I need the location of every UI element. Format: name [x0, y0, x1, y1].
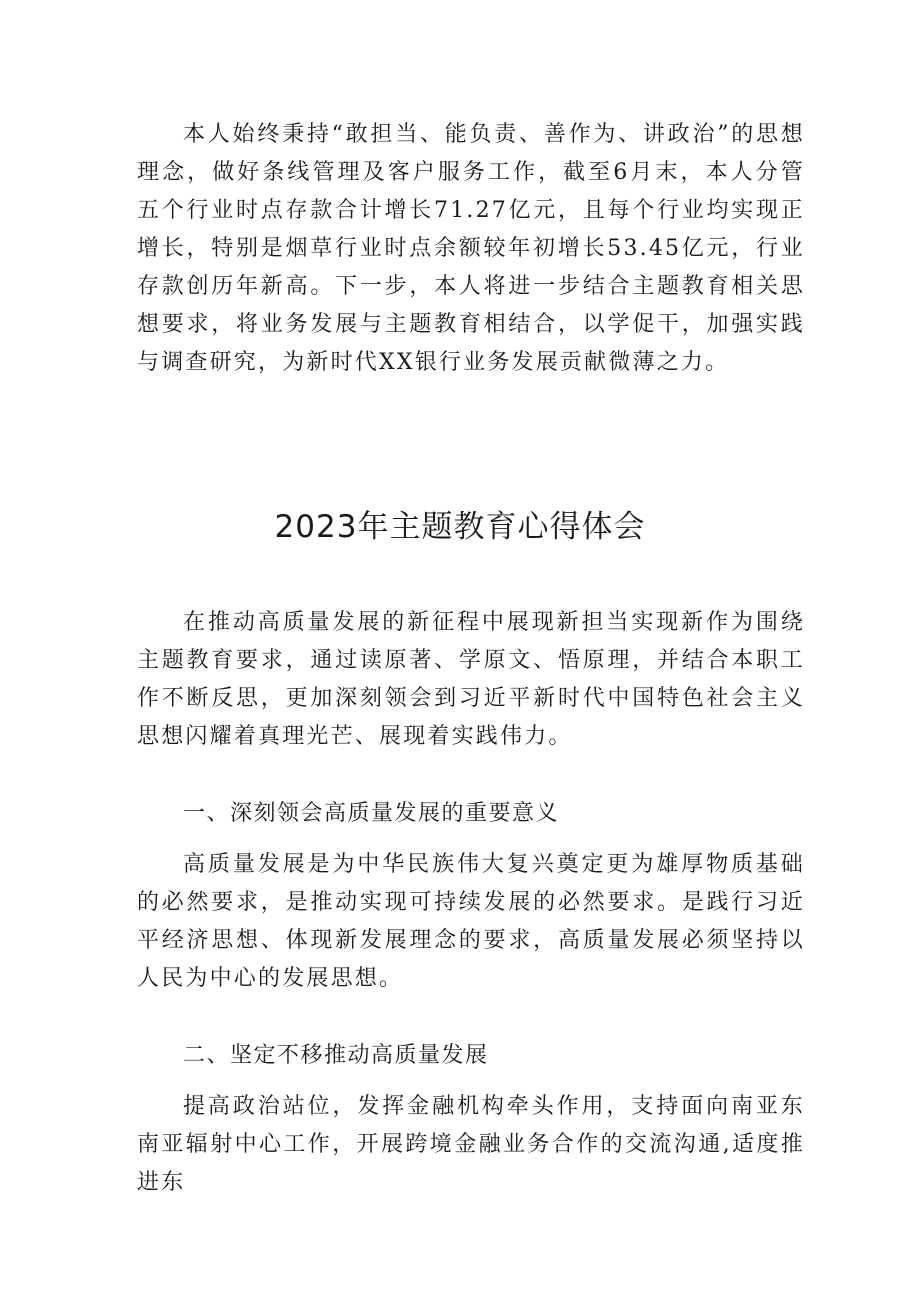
paragraph-text: 在推动高质量发展的新征程中展现新担当实现新作为围绕主题教育要求，通过读原著、学原文、悟原理，并结合本职工作不断反思，更加深刻领会到习近平新时代中国特色社会主义思想闪耀着真理光芒、展现着实践伟力。: [137, 610, 805, 749]
section-1-paragraph: [137, 846, 805, 998]
opening-paragraph: [137, 604, 805, 756]
intro-paragraph: [137, 116, 805, 382]
paragraph-text: 本人始终秉持“敢担当、能负责、善作为、讲政治”的思想理念，做好条线管理及客户服务工作，截至6月末，本人分管五个行业时点存款合计增长71.27亿元，且每个行业均实现正增长，特别是烟草行业时点余额较年初增长53.45亿元，行业存款创历年新高。下一步，本人将进一步结合主题教育相关思想要求，将业务发展与主题教育相结合，以学促干，加强实践与调查研究，为新时代XX银行业务发展贡献微薄之力。: [137, 122, 805, 375]
document-title: 2023年主题教育心得体会: [274, 509, 646, 545]
paragraph-text: 提高政治站位，发挥金融机构牵头作用，支持面向南亚东南亚辐射中心工作，开展跨境金融业务合作的交流沟通,适度推进东: [137, 1094, 805, 1195]
section-heading-2: 二、坚定不移推动高质量发展: [183, 1043, 489, 1068]
section-heading-1: 一、深刻领会高质量发展的重要意义: [183, 801, 560, 826]
section-2-paragraph: [137, 1088, 805, 1202]
paragraph-text: 高质量发展是为中华民族伟大复兴奠定更为雄厚物质基础的必然要求，是推动实现可持续发展的必然要求。是践行习近平经济思想、体现新发展理念的要求，高质量发展必须坚持以人民为中心的发展思想。: [137, 852, 805, 991]
